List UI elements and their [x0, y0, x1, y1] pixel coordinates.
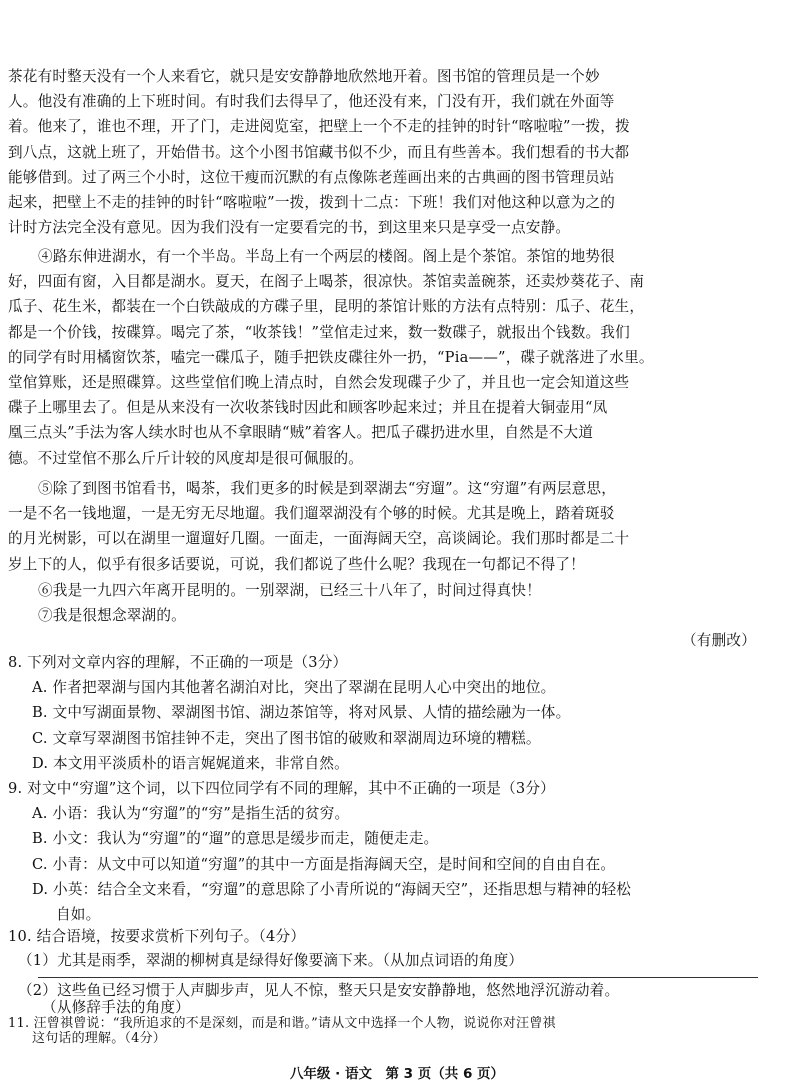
paragraph-6: ⑥我是一九四六年离开昆明的。一别翠湖，已经三十八年了，时间过得真快！ — [38, 582, 541, 599]
question-9 — [0, 776, 794, 927]
paragraph-7: ⑦我是很想念翠湖的。 — [38, 607, 186, 625]
paragraph-6-7 — [0, 578, 794, 654]
text-line: ④路东伸进湖水，有一个半岛。半岛上有一个两层的楼阁。阁上是个茶馆。茶馆的地势很 — [38, 248, 615, 265]
text-line: 德。不过堂倌不那么斤斤计较的风度却是很可佩服的。 — [8, 449, 364, 467]
paragraph-4 — [0, 244, 794, 471]
text-line: 一是不名一钱地遛，一是无穷无尽地遛。我们遛翠湖没有个够的时候。尤其是晚上，踏着斑驳 — [8, 505, 615, 523]
option-c: C. 文章写翠湖图书馆挂钟不走，突出了图书馆的破败和翠湖周边环境的糟糕。 — [32, 729, 541, 747]
option-a: A. 作者把翠湖与国内其他著名湖泊对比，突出了翠湖在昆明人心中突出的地位。 — [32, 679, 556, 697]
text-line: 计时方法完全没有意见。因为我们没有一定要看完的书，到这里来只是享受一点安静。 — [8, 219, 571, 237]
text-line: 岁上下的人，似乎有很多话要说，可说，我们都说了些什么呢？我现在一句都记不得了！ — [8, 555, 585, 573]
paragraph-5 — [0, 476, 794, 577]
option-a: A. 小语：我认为“穷遛”的“穷”是指生活的贫穷。 — [32, 805, 350, 823]
paragraph-3-tail — [0, 64, 794, 240]
text-line: 到八点，这就上班了，开始借书。这个小图书馆藏书似不少，而且有些善本。我们想看的书大都 — [8, 143, 630, 161]
text-line: 碟子上哪里去了。但是从来没有一次收茶钱时因此和顾客吵起来过；并且在提着大铜壶用“凤 — [8, 399, 608, 417]
question-10-sentence-2 — [0, 982, 794, 1016]
question-11 — [0, 1016, 794, 1046]
question-stem: 11. 汪曾祺曾说：“我所追求的不是深刻，而是和谐。”请从文中选择一个人物，说说你对汪曾祺 — [8, 1016, 556, 1031]
option-c: C. 小青：从文中可以知道“穷遛”的其中一方面是指海阔天空，是时间和空间的自由自在。 — [32, 855, 616, 873]
question-stem: 8. 下列对文章内容的理解，不正确的一项是（3分） — [8, 654, 348, 671]
option-d: D. 小英：结合全文来看，“穷遛”的意思除了小青所说的“海阔天空”，还指思想与精神的轻松 — [32, 880, 632, 898]
sentence-2-note: （从修辞手法的角度） — [42, 999, 190, 1016]
text-line: 的月光树影，可以在湖里一遛遛好几圈。一面走，一面海阔天空，高谈阔论。我们那时都是二十 — [8, 530, 630, 548]
text-line: 茶花有时整天没有一个人来看它，就只是安安静静地欣然地开着。图书馆的管理员是一个妙 — [8, 68, 600, 85]
text-line: 都是一个价钱，按碟算。喝完了茶，“收茶钱！”堂倌走过来，数一数碟子，就报出个钱数。我们 — [8, 323, 630, 341]
sentence-2: （2）这些鱼已经习惯于人声脚步声，见人不惊，整天只是安安静静地，悠然地浮沉游动着。 — [18, 982, 620, 999]
answer-line[interactable] — [38, 977, 758, 978]
source-note: （有删改） — [682, 632, 756, 650]
option-b: B. 文中写湖面景物、翠湖图书馆、湖边茶馆等，将对风景、人情的描绘融为一体。 — [32, 704, 571, 722]
page-footer: 八年级 · 语文 第 3 页（共 6 页） — [289, 1066, 505, 1082]
option-b: B. 小文：我认为“穷遛”的“遛”的意思是缓步而走，随便走走。 — [32, 830, 439, 848]
option-d-continued: 自如。 — [56, 905, 101, 923]
question-8 — [0, 650, 794, 776]
text-line: 瓜子、花生米，都装在一个白铁敲成的方碟子里，昆明的茶馆计账的方法有点特别：瓜子、花生， — [8, 298, 645, 316]
text-line: 着。他来了，谁也不理，开了门，走进阅览室，把壁上一个不走的挂钟的时针“喀啦啦”一拨，拨 — [8, 118, 630, 136]
question-stem: 10. 结合语境，按要求赏析下列句子。（4分） — [8, 928, 306, 945]
sentence-1: （1）尤其是雨季，翠湖的柳树真是绿得好像要滴下来。（从加点词语的角度） — [18, 952, 524, 969]
text-line: ⑤除了到图书馆看书，喝茶，我们更多的时候是到翠湖去“穷遛”。这“穷遛”有两层意思， — [38, 480, 617, 497]
question-10-sentence-1 — [0, 948, 794, 973]
text-line: 能够借到。过了两三个小时，这位干瘦而沉默的有点像陈老莲画出来的古典画的图书管理员站 — [8, 168, 615, 186]
text-line: 起来，把壁上不走的挂钟的时针“喀啦啦”一拨，拨到十二点：下班！我们对他这种以意为之的 — [8, 193, 616, 211]
option-d: D. 本文用平淡质朴的语言娓娓道来，非常自然。 — [32, 754, 349, 772]
question-stem-continued: 这句话的理解。（4分） — [32, 1031, 166, 1046]
text-line: 堂倌算账，还是照碟算。这些堂倌们晚上清点时，自然会发现碟子少了，并且也一定会知道这些 — [8, 373, 630, 391]
text-line: 人。他没有准确的上下班时间。有时我们去得早了，他还没有来，门没有开，我们就在外面等 — [8, 93, 615, 111]
question-stem: 9. 对文中“穷遛”这个词，以下四位同学有不同的理解，其中不正确的一项是（3分） — [8, 780, 555, 797]
text-line: 凰三点头”手法为客人续水时也从不拿眼睛“贼”着客人。把瓜子碟扔进水里，自然是不大道 — [8, 424, 594, 442]
text-line: 好，四面有窗，入目都是湖水。夏天，在阁子上喝茶，很凉快。茶馆卖盖碗茶，还卖炒葵花子、南 — [8, 273, 645, 291]
question-10 — [0, 924, 794, 949]
text-line: 的同学有时用橘窗饮茶，嗑完一碟瓜子，随手把铁皮碟往外一扔，“Pia——”，碟子就落进了水里。 — [8, 348, 654, 366]
